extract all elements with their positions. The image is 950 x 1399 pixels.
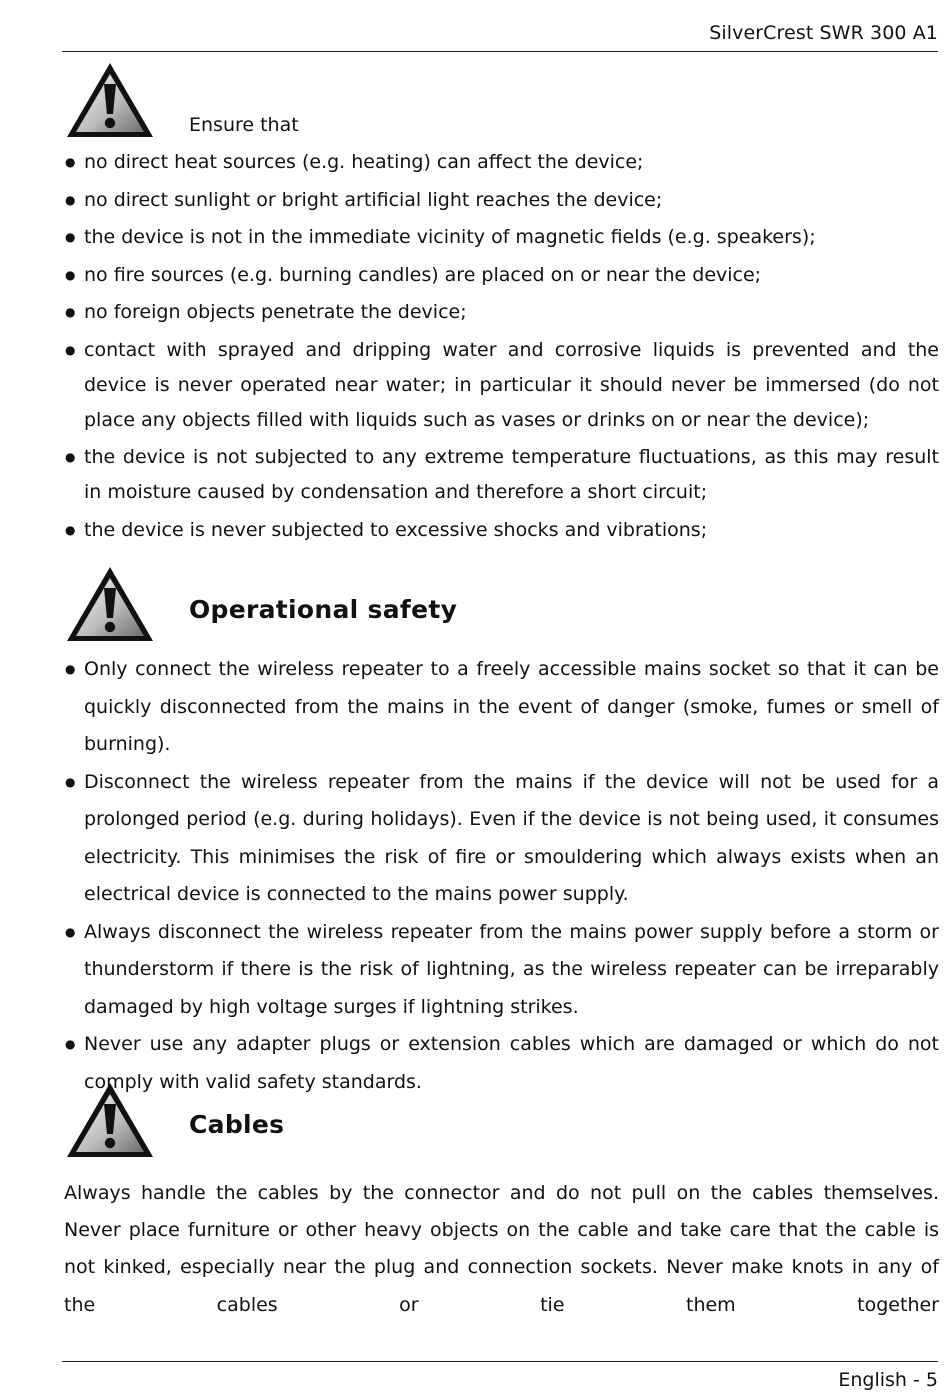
precautions-list xyxy=(64,145,939,550)
page-number: English - 5 xyxy=(838,1369,938,1391)
list-item: ● no foreign objects penetrate the device; xyxy=(64,295,939,330)
running-header: SilverCrest SWR 300 A1 xyxy=(709,22,938,44)
list-item: ● Always disconnect the wireless repeater from the mains power supply before a storm or thunderstorm if there is the risk of lightning, as the wireless repeater can be irreparably damaged by high voltage surges if lightning strikes. xyxy=(64,914,939,1027)
warning-triangle-icon xyxy=(64,60,156,140)
section-heading-operational-safety: Operational safety xyxy=(189,595,458,624)
section-heading-cables: Cables xyxy=(189,1110,285,1139)
list-item: ● the device is not subjected to any extreme temperature fluctuations, as this may result in moisture caused by condensation and therefore a short circuit; xyxy=(64,440,939,510)
list-item: ● Only connect the wireless repeater to a freely accessible mains socket so that it can be quickly disconnected from the mains in the event of danger (smoke, fumes or smell of burning). xyxy=(64,651,939,764)
list-item: ● the device is not in the immediate vicinity of magnetic fields (e.g. speakers); xyxy=(64,220,939,255)
list-item: ● Disconnect the wireless repeater from the mains if the device will not be used for a prolonged period (e.g. during holidays). Even if the device is not being used, it consumes electricity. This minimises the risk of fire or smouldering which always exists when an electrical device is connected to the mains power supply. xyxy=(64,764,939,914)
footer-rule xyxy=(62,1361,938,1362)
warning-triangle-icon xyxy=(64,1080,156,1160)
list-item: ● the device is never subjected to excessive shocks and vibrations; xyxy=(64,513,939,548)
list-item: ● no direct heat sources (e.g. heating) can affect the device; xyxy=(64,145,939,180)
header-rule xyxy=(62,51,938,52)
cables-paragraph: Always handle the cables by the connector and do not pull on the cables themselves. Never place furniture or other heavy objects on the cable and take care that the cable is not kinked, especially near the plug and connection sockets. Never make knots in any of the cables or tie them together xyxy=(64,1182,939,1316)
list-item: ● contact with sprayed and dripping water and corrosive liquids is prevented and the device is never operated near water; in particular it should never be immersed (do not place any objects filled with liquids such as vases or drinks on or near the device); xyxy=(64,333,939,438)
list-item: ● Never use any adapter plugs or extension cables which are damaged or which do not comply with valid safety standards. xyxy=(64,1026,939,1101)
operational-safety-list xyxy=(64,651,939,1101)
section-intro: Ensure that xyxy=(189,114,299,136)
warning-triangle-icon xyxy=(64,564,156,644)
list-item: ● no direct sunlight or bright artificial light reaches the device; xyxy=(64,183,939,218)
list-item: ● no fire sources (e.g. burning candles) are placed on or near the device; xyxy=(64,258,939,293)
